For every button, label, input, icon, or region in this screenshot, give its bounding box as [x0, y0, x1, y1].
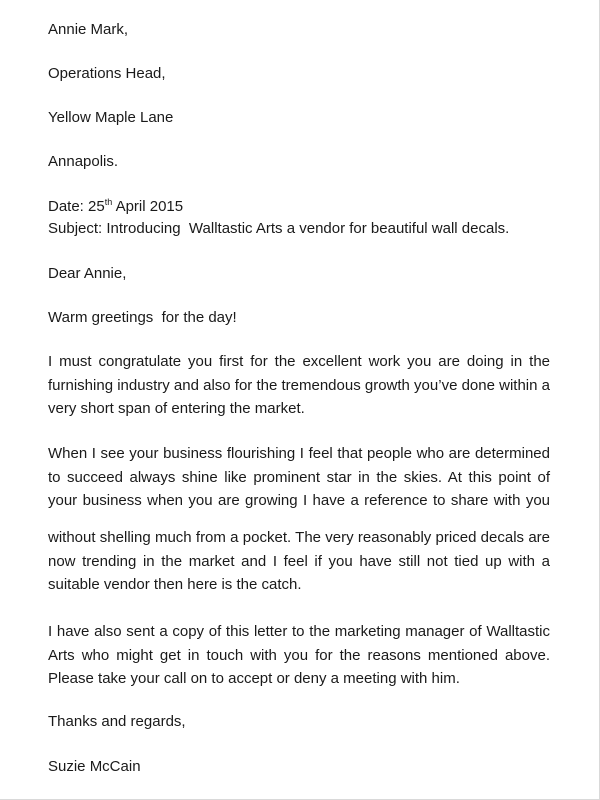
recipient-city: Annapolis. — [48, 153, 119, 170]
signature: Suzie McCain — [48, 758, 141, 775]
body-paragraph-2: When I see your business flourishing I feel that people who are determined to succeed always shine like prominent star in the skies. At this point of your business when you are growing I have a reference to share with you — [48, 445, 550, 509]
date-rest: April 2015 — [112, 198, 184, 215]
body-paragraph-4: I have also sent a copy of this letter to the marketing manager of Walltastic Arts who might get in touch with you for the reasons mentioned above. Please take your call on to accept or deny a meeting with him. — [48, 623, 550, 687]
date-label: Date: 25 — [48, 198, 105, 215]
body-paragraph-3: without shelling much from a pocket. The very reasonably priced decals are now trending in the market and I feel if you have still not tied up with a suitable vendor then here is the catch. — [48, 529, 550, 593]
recipient-title: Operations Head, — [48, 65, 166, 82]
salutation: Dear Annie, — [48, 265, 127, 282]
closing: Thanks and regards, — [48, 713, 186, 730]
letter-date — [48, 197, 183, 217]
greeting: Warm greetings for the day! — [48, 309, 237, 326]
letter-subject: Subject: Introducing Walltastic Arts a vendor for beautiful wall decals. — [48, 220, 510, 237]
recipient-street: Yellow Maple Lane — [48, 109, 174, 126]
date-ordinal: th — [104, 197, 113, 207]
recipient-name: Annie Mark, — [48, 21, 129, 38]
body-paragraph-1: I must congratulate you first for the excellent work you are doing in the furnishing industry and also for the tremendous growth you’ve done within a very short span of entering the market. — [48, 353, 550, 417]
